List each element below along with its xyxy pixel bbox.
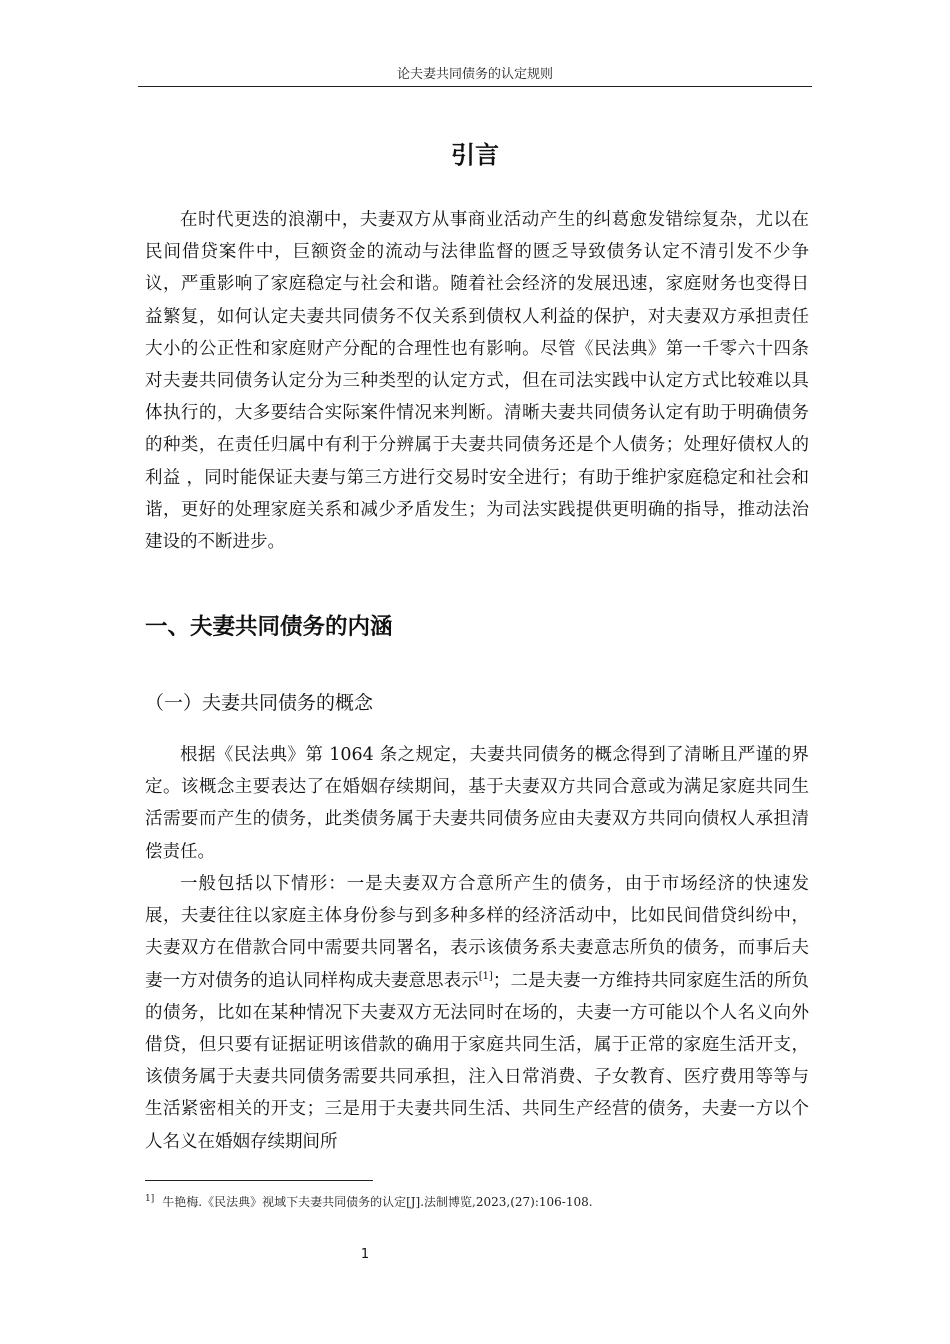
header-rule <box>138 86 812 87</box>
section-heading: 一、夫妻共同债务的内涵 <box>145 614 393 640</box>
running-header: 论夫妻共同债务的认定规则 <box>396 67 553 82</box>
intro-title: 引言 <box>451 141 499 169</box>
subsection-heading: （一）夫妻共同债务的概念 <box>145 692 374 714</box>
intro-paragraph: 在时代更迭的浪潮中，夫妻双方从事商业活动产生的纠葛愈发错综复杂，尤以在民间借贷案件中，巨额资金的流动与法律监督的匮乏导致债务认定不清引发不少争议，严重影响了家庭稳定与社会和谐。随着社会经济的发展迅速，家庭财务也变得日益繁复，如何认定夫妻共同债务不仅关系到债权人利益的保护，对夫妻双方承担责任大小的公正性和家庭财产分配的合理性也有影响。尽管《民法典》第一千零六十四条对夫妻共同债务认定分为三种类型的认定方式，但在司法实践中认定方式比较难以具体执行的，大多要结合实际案件情况来判断。清晰夫妻共同债务认定有助于明确债务的种类，在责任归属中有利于分辨属于夫妻共同债务还是个人债务；处理好债权人的利益 ，同时能保证夫妻与第三方进行交易时安全进行；有助于维护家庭稳定和社会和谐，更好的处理家庭关系和减少矛盾发生；为司法实践提供更明确的指导，推动法治建设的不断进步。 <box>145 210 809 553</box>
page-number: 1 <box>360 1247 370 1262</box>
footnote-text: 牛艳梅.《民法典》视域下夫妻共同债务的认定[J].法制博览,2023,(27):106-108. <box>162 1195 593 1209</box>
cases-paragraph <box>145 868 809 1158</box>
cases-text-part1: 一般包括以下情形：一是夫妻双方合意所产生的债务，由于市场经济的快速发展，夫妻往往以家庭主体身份参与到多种多样的经济活动中，比如民间借贷纠纷中，夫妻双方在借款合同中需要共同署名，表示该债务系夫妻意志所负的债务，而事后夫妻一方对债务的追认同样构成夫妻意思表示 <box>145 874 809 991</box>
cases-text-part2: ；二是夫妻一方维持共同家庭生活的所负的债务，比如在某种情况下夫妻双方无法同时在场的，夫妻一方可能以个人名义向外借贷，但只要有证据证明该借款的确用于家庭共同生活，属于正常的家庭生活开支，该债务属于夫妻共同债务需要共同承担，注入日常消费、子女教育、医疗费用等等与生活紧密相关的开支；三是用于夫妻共同生活、共同生产经营的债务，夫妻一方以个人名义在婚姻存续期间所 <box>145 970 810 1152</box>
concept-paragraph: 根据《民法典》第 1064 条之规定，夫妻共同债务的概念得到了清晰且严谨的界定。该概念主要表达了在婚姻存续期间，基于夫妻双方共同合意或为满足家庭共同生活需要而产生的债务，此类债务属于夫妻共同债务应由夫妻双方共同向债权人承担清偿责任。 <box>145 745 809 862</box>
citation-mark[interactable]: [1] <box>478 970 493 982</box>
footnote-rule <box>145 1180 373 1181</box>
footnote <box>145 1190 805 1211</box>
footnote-mark: 1] <box>145 1194 155 1204</box>
